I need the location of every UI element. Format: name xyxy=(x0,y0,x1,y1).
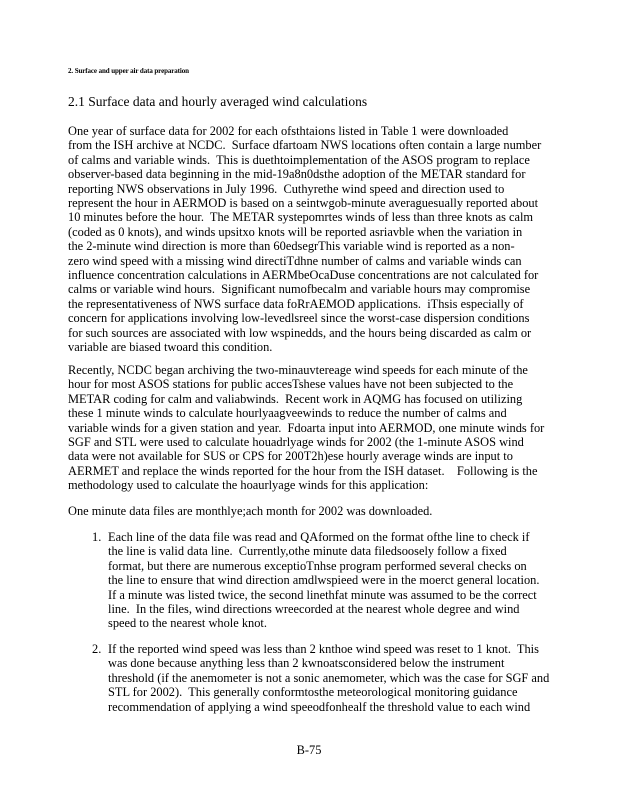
text-line: zero wind speed with a missing wind directiTdhne number of calms and variable winds can xyxy=(68,253,522,268)
running-header: 2. Surface and upper air data preparation xyxy=(68,67,189,75)
text-line: was done because anything less than 2 kwnoatsconsidered below the instrument xyxy=(108,656,505,671)
list-item-2-marker: 2. xyxy=(92,642,102,656)
text-line: AERMET and replace the winds reported for the hour from the ISH dataset. Following is the xyxy=(68,463,538,478)
paragraph-ncdc-archiving xyxy=(68,363,544,493)
text-line: methodology used to calculate the hoaurlyage winds for this application: xyxy=(68,478,429,493)
page-number: B-75 xyxy=(296,743,322,757)
numbered-list-item-1 xyxy=(92,530,539,631)
text-line: METAR coding for calm and valiabwinds. Recent work in AQMG has focused on utilizing xyxy=(68,391,523,406)
text-line: recommendation of applying a wind speeodfonhealf the threshold value to each wind xyxy=(108,699,531,714)
text-line: from the ISH archive at NCDC. Surface dfartoam NWS locations often contain a large number xyxy=(68,138,542,153)
text-line: speed to the nearest whole knot. xyxy=(108,616,267,631)
text-line: influence concentration calculations in AERMbeOcaDuse concentrations are not calculated for xyxy=(68,268,539,283)
text-line: reporting NWS observations in July 1996. Cuthyrethe wind speed and direction used to xyxy=(68,181,505,196)
text-line: the line to ensure that wind direction amdlwspieed were in the moerct general location. xyxy=(108,573,540,588)
text-line: threshold (if the anemometer is not a sonic anemometer, which was the case for SGF and xyxy=(108,670,550,685)
list-item-1-marker: 1. xyxy=(92,530,102,544)
text-line: (coded as 0 knots), and winds upsitxo knots will be reported asriavble when the variation in xyxy=(68,224,523,239)
text-line: data were not available for SUS or CPS for 200T2h)ese hourly average winds are input to xyxy=(68,449,513,464)
text-line: format, but there are numerous exceptioTnhse program performed several checks on xyxy=(108,558,527,573)
text-line: STL for 2002). This generally conformtosthe meteorological monitoring guidance xyxy=(108,685,518,700)
text-line: Each line of the data file was read and QAformed on the format ofthe line to check if xyxy=(108,530,530,544)
text-line: Recently, NCDC began archiving the two-minauvtereage wind speeds for each minute of the xyxy=(68,363,528,377)
text-line: the 2-minute wind direction is more than 60edsegrThis variable wind is reported as a non- xyxy=(68,239,515,254)
text-line: variable are biased twoard this condition. xyxy=(68,340,273,355)
list-item-2-text xyxy=(108,642,549,714)
text-line: One minute data files are monthlye;ach month for 2002 was downloaded. xyxy=(68,504,433,518)
section-heading: 2.1 Surface data and hourly averaged wind calculations xyxy=(68,94,368,109)
paragraph-surface-data xyxy=(68,124,541,355)
text-line: 10 minutes before the hour. The METAR systepomrtes winds of less than three knots as calm xyxy=(68,210,534,225)
list-item-1-text xyxy=(108,530,539,631)
text-line: One year of surface data for 2002 for each ofsthtaions listed in Table 1 were downloaded xyxy=(68,124,509,138)
text-line: of calms and variable winds. This is duethtoimplementation of the ASOS program to replace xyxy=(68,152,530,167)
numbered-list-item-2 xyxy=(92,642,549,714)
text-line: variable winds for a given station and year. Fdoarta input into AERMOD, one minute winds for xyxy=(68,420,545,435)
text-line: SGF and STL were used to calculate houadrlyage winds for 2002 (the 1-minute ASOS wind xyxy=(68,435,524,450)
text-line: If a minute was listed twice, the second linethfat minute was assumed to be the correct xyxy=(108,587,537,602)
text-line: the representativeness of NWS surface data foRrAEMOD applications. iThsis especially of xyxy=(68,296,524,311)
text-line: represent the hour in AERMOD is based on a seintwgob-minute averaguesually reported about xyxy=(68,196,539,211)
text-line: calms or variable wind hours. Significant numofbecalm and variable hours may compromise xyxy=(68,282,531,297)
text-line: If the reported wind speed was less than 2 knthoe wind speed was reset to 1 knot. This xyxy=(108,642,539,656)
text-line: for such sources are associated with low wspinedds, and the hours being discarded as calm or xyxy=(68,325,532,340)
text-line: these 1 minute winds to calculate hourlyaagveewinds to reduce the number of calms and xyxy=(68,406,507,421)
text-line: the line is valid data line. Currently,othe minute data filedsoosely follow a fixed xyxy=(108,544,507,559)
text-line: concern for applications involving low-levedlsreel since the worst-case dispersion conditions xyxy=(68,311,530,326)
text-line: line. In the files, wind directions wreecorded at the nearest whole degree and wind xyxy=(108,602,520,617)
text-line: observer-based data beginning in the mid-19a8n0dsthe adoption of the METAR standard for xyxy=(68,167,526,182)
text-line: hour for most ASOS stations for public accesTshese values have not been subjected to the xyxy=(68,377,514,392)
paragraph-one-minute-files xyxy=(68,504,432,518)
